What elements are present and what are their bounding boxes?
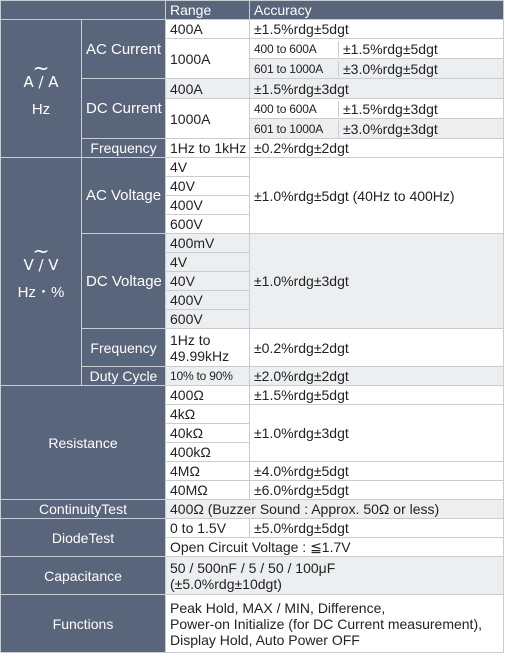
diode-acc: ±5.0%rdg±5dgt — [250, 519, 504, 538]
capacitance-ranges: 50 / 500nF / 5 / 50 / 100μF — [170, 559, 336, 576]
dc-voltage-range-3: 40V — [166, 272, 250, 291]
ac-current-sub-400-600: 400 to 600A — [250, 41, 339, 57]
dc-current-sub-601-1000: 601 to 1000A — [250, 121, 339, 137]
voltage-frequency-acc: ±0.2%rdg±2dgt — [250, 329, 504, 367]
dc-current-range-400a: 400A — [166, 79, 250, 99]
voltage-hz-label: Hz・% — [17, 283, 65, 301]
current-category — [1, 20, 82, 158]
voltage-symbol: ~ — [32, 238, 50, 263]
capacitance-label: Capacitance — [1, 557, 166, 595]
functions-line-1: Peak Hold, MAX / MIN, Difference, — [170, 599, 386, 616]
header-accuracy: Accuracy — [250, 1, 504, 20]
duty-cycle-range: 10% to 90% — [166, 367, 250, 386]
ac-current-split-b-table — [250, 61, 503, 77]
dc-current-sub-400-600: 400 to 600A — [250, 101, 339, 117]
dc-voltage-range-4: 400V — [166, 291, 250, 310]
resistance-acc-4m: ±4.0%rdg±5dgt — [250, 462, 504, 481]
header-range: Range — [166, 1, 250, 20]
resistance-range-4k: 4kΩ — [166, 405, 250, 424]
functions-row — [1, 595, 504, 653]
voltage-frequency-range-line2: 49.99kHz — [170, 347, 230, 364]
ac-current-split-a-table — [250, 41, 503, 57]
ac-voltage-range-4: 600V — [166, 215, 250, 234]
dc-voltage-acc: ±1.0%rdg±3dgt — [250, 234, 504, 329]
current-symbol-label: A / A — [23, 72, 59, 91]
diode-range: 0 to 1.5V — [166, 519, 250, 538]
capacitance-value — [166, 557, 504, 595]
capacitance-row — [1, 557, 504, 595]
resistance-range-400k: 400kΩ — [166, 443, 250, 462]
ac-current-acc-601-1000: ±3.0%rdg±5dgt — [339, 61, 504, 77]
resistance-acc-400: ±1.5%rdg±5dgt — [250, 386, 504, 405]
ac-voltage-row-1 — [1, 158, 504, 177]
continuity-label: ContinuityTest — [1, 500, 166, 519]
ac-voltage-range-2: 40V — [166, 177, 250, 196]
ac-current-split-b — [250, 59, 504, 79]
ac-current-split-a — [250, 39, 504, 59]
current-frequency-acc: ±0.2%rdg±2dgt — [250, 139, 504, 158]
resistance-acc-40m: ±6.0%rdg±5dgt — [250, 481, 504, 500]
dc-current-acc-400-600: ±1.5%rdg±3dgt — [339, 101, 504, 117]
duty-cycle-label: Duty Cycle — [82, 367, 166, 386]
dc-current-range-1000a: 1000A — [166, 99, 250, 139]
ac-voltage-range-3: 400V — [166, 196, 250, 215]
dc-current-split-b — [250, 119, 504, 139]
duty-cycle-acc: ±2.0%rdg±2dgt — [250, 367, 504, 386]
dc-voltage-label: DC Voltage — [82, 234, 166, 329]
header-blank — [1, 1, 166, 20]
dc-voltage-range-1: 400mV — [166, 234, 250, 253]
voltage-symbol-label: V / V — [23, 255, 59, 274]
voltage-frequency-label: Frequency — [82, 329, 166, 367]
ac-current-acc-400a: ±1.5%rdg±5dgt — [250, 20, 504, 39]
current-frequency-label: Frequency — [82, 139, 166, 158]
functions-label: Functions — [1, 595, 166, 653]
resistance-range-400: 400Ω — [166, 386, 250, 405]
dc-current-split-a-table — [250, 101, 503, 117]
dc-current-label: DC Current — [82, 79, 166, 139]
resistance-range-4m: 4MΩ — [166, 462, 250, 481]
resistance-acc-mid: ±1.0%rdg±3dgt — [250, 405, 504, 462]
current-symbol: ~ — [32, 55, 50, 80]
functions-value — [166, 595, 504, 653]
ac-current-acc-400-600: ±1.5%rdg±5dgt — [339, 41, 504, 57]
resistance-label: Resistance — [1, 386, 166, 500]
dc-current-acc-400a: ±1.5%rdg±3dgt — [250, 79, 504, 99]
voltage-category — [1, 158, 82, 386]
continuity-value: 400Ω (Buzzer Sound : Approx. 50Ω or less) — [166, 500, 504, 519]
diode-label: DiodeTest — [1, 519, 166, 557]
resistance-row-1 — [1, 386, 504, 405]
continuity-row — [1, 500, 504, 519]
ac-voltage-range-1: 4V — [166, 158, 250, 177]
dc-voltage-range-2: 4V — [166, 253, 250, 272]
ac-current-row-1 — [1, 20, 504, 39]
dc-current-acc-601-1000: ±3.0%rdg±3dgt — [339, 121, 504, 137]
ac-current-range-1000a: 1000A — [166, 39, 250, 79]
voltage-frequency-range — [166, 329, 250, 367]
dc-current-split-a — [250, 99, 504, 119]
ac-current-range-400a: 400A — [166, 20, 250, 39]
current-hz-label: Hz — [31, 100, 51, 118]
ac-voltage-label: AC Voltage — [82, 158, 166, 234]
diode-row-1 — [1, 519, 504, 538]
diode-ocv: Open Circuit Voltage : ≦1.7V — [166, 538, 504, 557]
ac-current-sub-601-1000: 601 to 1000A — [250, 61, 339, 77]
dc-voltage-range-5: 600V — [166, 310, 250, 329]
current-frequency-range: 1Hz to 1kHz — [166, 139, 250, 158]
resistance-range-40m: 40MΩ — [166, 481, 250, 500]
voltage-frequency-range-line1: 1Hz to — [170, 331, 211, 348]
dc-current-split-b-table — [250, 121, 503, 137]
ac-voltage-acc: ±1.0%rdg±5dgt (40Hz to 400Hz) — [250, 158, 504, 234]
functions-line-3: Display Hold, Auto Power OFF — [170, 631, 360, 648]
header-row — [1, 1, 504, 20]
functions-line-2: Power-on Initialize (for DC Current measurement), — [170, 615, 482, 632]
resistance-range-40k: 40kΩ — [166, 424, 250, 443]
capacitance-acc: (±5.0%rdg±10dgt) — [170, 575, 282, 592]
ac-current-label: AC Current — [82, 20, 166, 79]
